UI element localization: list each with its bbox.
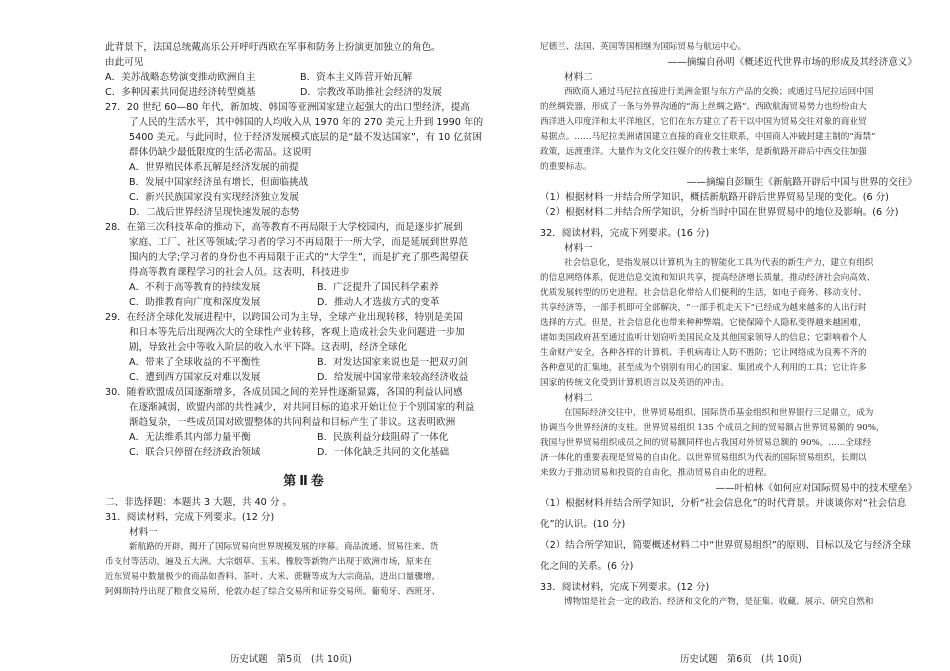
material-line: 的丝绸瓷器，形成了一条与外界沟通的“海上丝绸之路”。西欧航海贸易势力也纷纷由大: [540, 102, 867, 112]
option-c: C．联合只停留在经济政治领域: [129, 447, 261, 458]
question-stem: 家庭、工厂、社区等领域;学习者的学习不再局限于一所大学，而是延展到世界范: [129, 237, 469, 248]
material-line: 的信息网络体系，促进信息交流和知识共享，提高经济增长质量，推动经济社会向高效、: [540, 273, 876, 283]
material-line: 尼德兰、法国、英国等国相继为国际贸易与航运中心。: [540, 42, 747, 52]
question-stem: 围内的大学;学习者的身份也不再局限于正式的“大学生”，而是扩充了那些渴望获: [129, 252, 469, 263]
material-line: 来致力于推动贸易和投资的自由化，推动贸易自由化的进程。: [540, 468, 773, 478]
material-line: 济一体化的重要表现是贸易的自由化。以世界贸易组织为代表的国际贸易组织，长期以: [540, 453, 867, 463]
material-line: 政策，远渡重洋。大量作为文化交往媒介的传教士来华，是新航路开辟后中西交往加强: [540, 147, 867, 157]
material-line: 国家的传统文化受到计算机语言以及英语的冲击。: [540, 378, 730, 388]
right-column: [540, 40, 925, 610]
requirement: （1）根据材料一并结合所学知识，概括新航路开辟后世界贸易呈现的变化。(6 分): [540, 192, 889, 203]
requirement: （1）根据材料并结合所学知识，分析“社会信息化”的时代背景。并谈谈你对“社会信息: [540, 498, 907, 509]
material-label: 材料二: [564, 72, 593, 83]
option-a: A．无法维系其内部力量平衡: [129, 432, 251, 443]
material-line: 社会信息化，是指发展以计算机为主的智能化工具为代表的新生产力，建立有组织: [564, 258, 874, 268]
material-line: 博物馆是社会一定的政治、经济和文化的产物，是征集、收藏、展示、研究自然和: [564, 597, 874, 607]
material-line: 共享经济等，一部手机即可全部解决，“一部手机走天下”已经成为越来越多的人出行时: [540, 303, 867, 313]
q33-stem: 33．阅读材料，完成下列要求。(12 分): [540, 582, 710, 593]
option-d: D．一体化缺乏共同的文化基础: [317, 447, 450, 458]
material-label: 材料二: [564, 393, 593, 404]
material-line: 新航路的开辟，揭开了国际贸易向世界规模发展的序幕。商品流通、贸易往来、货: [129, 542, 439, 552]
options-row: [105, 430, 505, 445]
source-citation: ——摘编自孙明《概述近代世界市场的形成及其经济意义》: [667, 57, 917, 68]
question-30: [105, 385, 505, 460]
options-row: [105, 280, 505, 295]
option-c: C．助推教育向广度和深度发展: [129, 297, 261, 308]
question-stem: 28．在第三次科技革命的推动下，高等教育不再局限于大学校园内，而是逐步扩展到: [105, 222, 463, 233]
question-stem: 在逐渐减弱，欧盟内部的共性减少，对共同目标的追求开始让位于个别国家的利益: [129, 402, 475, 413]
options-row: [105, 295, 505, 310]
requirement: （2）结合所学知识，简要概述材料二中“世界贸易组织”的原则、目标以及它与经济全球: [540, 540, 912, 551]
question-stem: 剧，导致社会中等收入阶层的收入水平下降。这表明，经济全球化: [129, 342, 408, 353]
page-footer-left: 历史试题 第5页 (共 10页): [230, 654, 352, 665]
material-line: 诸如美国政府甚至通过监听计划窃听美国民众及其他国家领导人的信息；它影响着个人: [540, 333, 867, 343]
option-c: C．新兴民族国家没有实现经济独立发展: [129, 192, 299, 203]
intro-line: 由此可见: [105, 57, 144, 68]
material-line: 币支付等活动，遍及五大洲。大宗烟草、玉米、橡胶等新物产出现于欧洲市场，原来在: [105, 557, 432, 567]
option-b: B．资本主义阵营开始瓦解: [300, 72, 413, 83]
material-line: 我国与世界贸易组织成员之间的贸易额同样也占我国对外贸易总额的 90%。……全球经: [540, 438, 872, 448]
option-b: B．发展中国家经济虽有增长，但面临挑战: [129, 177, 309, 188]
material-line: 协调当今世界经济的支柱。世界贸易组织 135 个成员之间的贸易额占世界贸易额的 90%，: [540, 423, 885, 433]
source-citation: ——摘编自彭顺生《新航路开辟后中国与世界的交往》: [686, 177, 917, 188]
material-line: 易据点。……马尼拉美洲诸国建立直接的商业交往联系，中国商人冲破封建主制的“海禁”: [540, 132, 876, 142]
option-c: C．多种因素共同促进经济转型奠基: [105, 87, 256, 98]
question-27: [105, 100, 505, 220]
q31-stem: 31．阅读材料，完成下列要求。(12 分): [105, 512, 275, 523]
material-line: 选择的方式。但是，社会信息化也带来种种弊端。它使保障个人隐私变得越来越困难，: [540, 318, 867, 328]
material-line: 各种意见的汇集地，甚至成为个别别有用心的国家、集团或个人利用的工具；它让许多: [540, 363, 867, 373]
material-label: 材料一: [564, 243, 593, 254]
options-row: [105, 445, 505, 460]
q26-options-row: [105, 70, 505, 85]
requirement: 化之间的关系。(6 分): [540, 561, 634, 572]
question-stem: 29．在经济全球化发展进程中，以跨国公司为主导，全球产业出现转移，特别是美国: [105, 312, 463, 323]
option-a: A．带来了全球收益的不平衡性: [129, 357, 261, 368]
question-29: [105, 310, 505, 385]
option-c: C．遭到西方国家反对难以发展: [129, 372, 261, 383]
options-row: [105, 370, 505, 385]
option-b: B．对发达国家来说也是一把双刃剑: [317, 357, 468, 368]
question-stem: 30．随着欧盟成员国逐渐增多，各成员国之间的差异性逐渐显露，各国的利益认同感: [105, 387, 463, 398]
option-d: D．宗教改革助推社会经济的发展: [300, 87, 442, 98]
question-28: [105, 220, 505, 310]
material-line: 西欧商人通过马尼拉直接进行美洲金银与东方产品的交换；或通过马尼拉运回中国: [564, 87, 874, 97]
question-stem: 27．20 世纪 60—80 年代，新加坡、韩国等亚洲国家建立起强大的出口型经济，提高: [105, 102, 470, 113]
option-a: A．世界殖民体系瓦解是经济发展的前提: [129, 162, 299, 173]
material-line: 阿姆斯特丹出现了粮食交易所，伦敦办起了综合交易所和证券交易所。葡萄牙、西班牙、: [105, 587, 441, 597]
left-column: [105, 40, 505, 600]
source-citation: ——叶柏林《如何应对国际贸易中的技术壁垒》: [715, 483, 917, 494]
question-stem: 渐趋复杂，一些成员国对欧盟整体的共同利益和目标产生了非议。这表明欧洲: [129, 417, 456, 428]
option-d: D．给发展中国家带来较高经济收益: [317, 372, 469, 383]
material-line: 在国际经济交往中，世界贸易组织、国际货币基金组织和世界银行三足鼎立，成为: [564, 408, 874, 418]
options-row: [105, 355, 505, 370]
volume-title: 第Ⅱ卷: [283, 474, 327, 489]
option-a: A．美苏战略态势演变推动欧洲自主: [105, 72, 256, 83]
intro-line: 此背景下，法国总统戴高乐公开呼吁西欧在军事和防务上扮演更加独立的角色。: [105, 42, 441, 53]
question-stem: 和日本等先后出现两次大的全球性产业转移，客观上造成社会失业问题进一步加: [129, 327, 465, 338]
page-footer-right: 历史试题 第6页 (共 10页): [680, 654, 802, 665]
option-d: D．推动人才选拔方式的变革: [317, 297, 440, 308]
q26-options-row: [105, 85, 505, 100]
question-stem: 群体仍缺少最低限度的生活必需品。这说明: [129, 147, 312, 158]
material-line: 优质发展转型的历史进程。社会信息化带给人们便利的生活，如电子商务、移动支付、: [540, 288, 867, 298]
question-stem: 了人民的生活水平，其中韩国的人均收入从 1970 年的 270 美元上升到 1990 年的: [129, 117, 484, 128]
material-label: 材料一: [129, 527, 158, 538]
option-a: A．不利于高等教育的持续发展: [129, 282, 261, 293]
question-stem: 5400 美元。与此同时，位于经济发展模式底层的是“最不发达国家”，有 10 亿贫困: [129, 132, 483, 143]
option-b: B．广泛提升了国民科学素养: [317, 282, 439, 293]
material-line: 生命财产安全，各种各样的计算机、手机病毒让人防不胜防；它让网络成为良莠不齐的: [540, 348, 867, 358]
question-stem: 得高等教育课程学习的社会人员。这表明，科技进步: [129, 267, 350, 278]
option-d: D．二战后世界经济呈现快速发展的态势: [129, 207, 300, 218]
section-note: 二、非选择题：本题共 3 大题，共 40 分 。: [105, 497, 293, 508]
material-line: 的重要标志。: [540, 162, 592, 172]
option-b: B．民族利益分歧阻碍了一体化: [317, 432, 449, 443]
q32-stem: 32．阅读材料，完成下列要求。(16 分): [540, 228, 710, 239]
requirement: 化”的认识。(10 分): [540, 519, 626, 530]
requirement: （2）根据材料二并结合所学知识，分析当时中国在世界贸易中的地位及影响。(6 分): [540, 207, 899, 218]
material-line: 西洋进入印度洋和太平洋地区，它们在东方建立了若干以中国为贸易交往对象的商业贸: [540, 117, 867, 127]
material-line: 近东贸易中数量极少的商品如香料、茶叶、大米、蔗糖等成为大宗商品，进出口量骤增。: [105, 572, 441, 582]
